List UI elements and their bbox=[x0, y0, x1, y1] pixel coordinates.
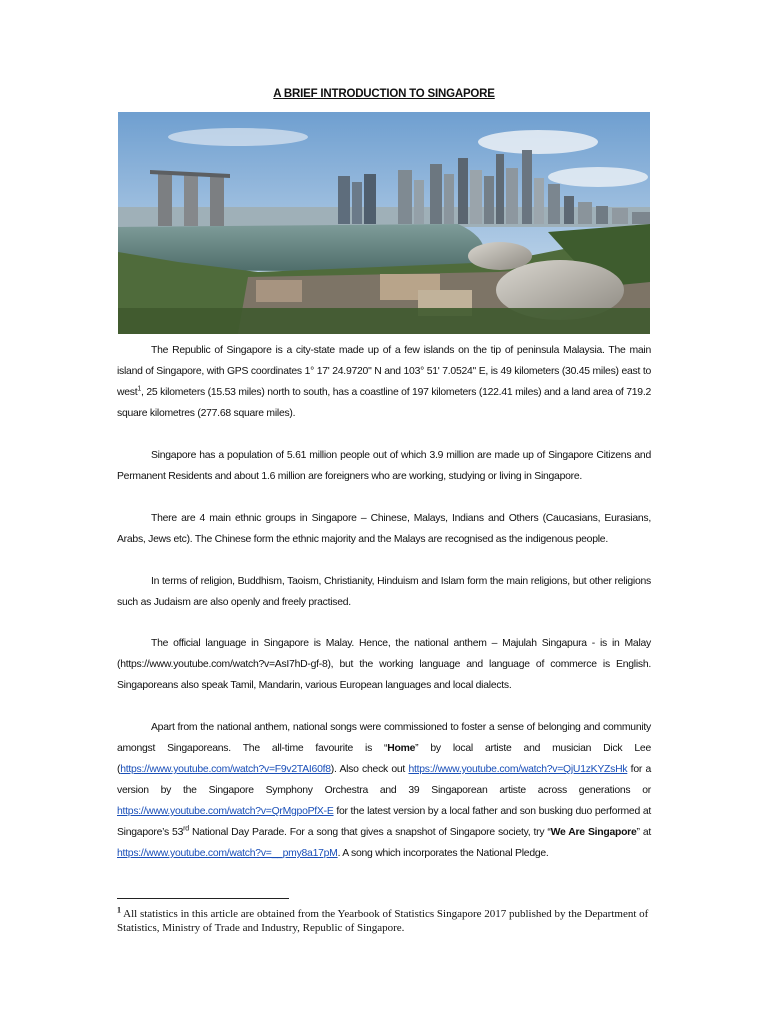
paragraph-ethnic-groups: There are 4 main ethnic groups in Singapore – Chinese, Malays, Indians and Others (Caucasians, Eurasians, Arabs, Jews etc). The Chinese form the ethnic majority and the Malays are recognised as the indigenous people. bbox=[117, 513, 651, 545]
link-busking-version[interactable]: https://www.youtube.com/watch?v=QrMgpoPfX-E bbox=[117, 806, 334, 817]
paragraph-population: Singapore has a population of 5.61 million people out of which 3.9 million are made up of Singapore Citizens and Permanent Residents and about 1.6 million are foreigners who are working, studying or living in Singapore. bbox=[117, 450, 651, 482]
paragraph-location bbox=[117, 340, 651, 424]
footnote-mark: 1 bbox=[117, 905, 121, 915]
footnote bbox=[117, 907, 651, 935]
link-sso-version[interactable]: https://www.youtube.com/watch?v=QjU1zKYZsHk bbox=[408, 764, 628, 775]
p6-text: ” by local artiste and musician Dick Lee ( bbox=[117, 743, 651, 775]
song-we-are-singapore: We Are Singapore bbox=[550, 827, 637, 838]
paragraph-religion: In terms of religion, Buddhism, Taoism, Christianity, Hinduism and Islam form the main religions, but other religions such as Judaism are also openly and freely practised. bbox=[117, 576, 651, 608]
p1-text-b: , 25 kilometers (15.53 miles) north to south, has a coastline of 197 kilometers (122.41 miles) and a land area of 719.2 square kilometres (277.68 square miles). bbox=[117, 387, 651, 419]
p6-text: for a version by the Singapore Symphony Orchestra and 39 Singaporean artiste across generations or bbox=[117, 764, 651, 796]
footnote-divider bbox=[117, 898, 289, 899]
footnote-ref[interactable]: 1 bbox=[137, 385, 142, 393]
p6-text: National Day Parade. For a song that gives a snapshot of Singapore society, try “ bbox=[188, 827, 551, 838]
page-title: A BRIEF INTRODUCTION TO SINGAPORE bbox=[273, 88, 495, 100]
ordinal-suffix: rd bbox=[183, 825, 189, 833]
p6-text: ” at bbox=[636, 827, 651, 838]
p6-text: . A song which incorporates the National Pledge. bbox=[337, 848, 549, 859]
footnote-text: All statistics in this article are obtained from the Yearbook of Statistics Singapore 2017 published by the Department of Statistics, Ministry of Trade and Industry, Republic of Singapore. bbox=[117, 908, 649, 934]
p6-text: for the latest version by a local father and son busking duo performed at Singapore’s 53 bbox=[117, 806, 651, 838]
paragraph-national-songs bbox=[117, 717, 651, 864]
p6-text: Apart from the national anthem, national songs were commissioned to foster a sense of belonging and community amongst Singaporeans. The all-time favourite is “ bbox=[117, 722, 651, 754]
p1-text-a: The Republic of Singapore is a city-state made up of a few islands on the tip of peninsula Malaysia. The main island of Singapore, with GPS coordinates 1° 17' 24.9720" N and 103° 51' 7.0524" E, is 49 kilometers (30.45 miles) east to west bbox=[117, 345, 651, 398]
p6-text: ). Also check out bbox=[330, 764, 409, 775]
link-we-are-singapore[interactable]: https://www.youtube.com/watch?v=__pmy8a17pM bbox=[117, 848, 338, 859]
song-home: Home bbox=[387, 743, 416, 754]
paragraph-language: The official language in Singapore is Malay. Hence, the national anthem – Majulah Singapura - is in Malay (https://www.youtube.com/watch?v=AsI7hD-gf-8), but the working language and language of commerce is English. Singaporeans also speak Tamil, Mandarin, various European languages and local dialects. bbox=[117, 638, 651, 691]
link-home-song[interactable]: https://www.youtube.com/watch?v=F9v2TAI60f8 bbox=[120, 764, 331, 775]
singapore-skyline-photo bbox=[118, 112, 650, 334]
